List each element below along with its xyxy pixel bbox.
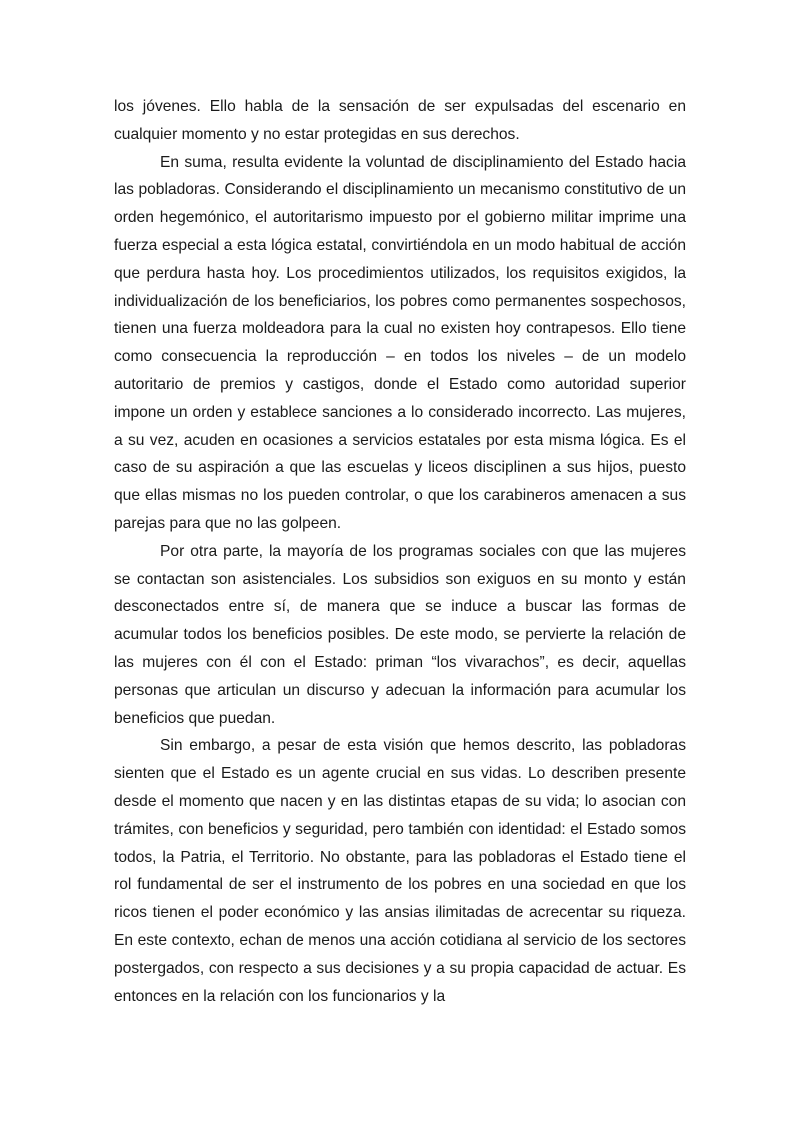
paragraph-disciplinamiento: En suma, resulta evidente la voluntad de disciplinamiento del Estado hacia las pobladoras. Considerando el disciplinamiento un mecanismo constitutivo de un orden hegemónico, el autoritarismo impuesto por el gobierno militar imprime una fuerza especial a esta lógica estatal, convirtiéndola en un modo habitual de acción que perdura hasta hoy. Los procedimientos utilizados, los requisitos exigidos, la individualización de los beneficiarios, los pobres como permanentes sospechosos, tienen una fuerza moldeadora para la cual no existen hoy contrapesos. Ello tiene como consecuencia la reproducción – en todos los niveles – de un modelo autoritario de premios y castigos, donde el Estado como autoridad superior impone un orden y establece sanciones a lo considerado incorrecto. Las mujeres, a su vez, acuden en ocasiones a servicios estatales por esta misma lógica. Es el caso de su aspiración a que las escuelas y liceos disciplinen a sus hijos, puesto que ellas mismas no los pueden controlar, o que los carabineros amenacen a sus parejas para que no las golpeen. [114,153,686,532]
document-page [114,93,686,1010]
paragraph-estado-agente: Sin embargo, a pesar de esta visión que hemos descrito, las pobladoras sienten que el Estado es un agente crucial en sus vidas. Lo describen presente desde el momento que nacen y en las distintas etapas de su vida; lo asocian con trámites, con beneficios y seguridad, pero también con identidad: el Estado somos todos, la Patria, el Territorio. No obstante, para las pobladoras el Estado tiene el rol fundamental de ser el instrumento de los pobres en una sociedad en que los ricos tienen el poder económico y las ansias ilimitadas de acrecentar su riqueza. En este contexto, echan de menos una acción cotidiana al servicio de los sectores postergados, con respecto a sus decisiones y a su propia capacidad de actuar. Es entonces en la relación con los funcionarios y la [114,737,686,1005]
paragraph-continuation: los jóvenes. Ello habla de la sensación de ser expulsadas del escenario en cualquier momento y no estar protegidas en sus derechos. [114,98,686,143]
paragraph-programas-sociales: Por otra parte, la mayoría de los programas sociales con que las mujeres se contactan son asistenciales. Los subsidios son exiguos en su monto y están desconectados entre sí, de manera que se induce a buscar las formas de acumular todos los beneficios posibles. De este modo, se pervierte la relación de las mujeres con él con el Estado: priman “los vivarachos”, es decir, aquellas personas que articulan un discurso y adecuan la información para acumular los beneficios que puedan. [114,542,686,727]
